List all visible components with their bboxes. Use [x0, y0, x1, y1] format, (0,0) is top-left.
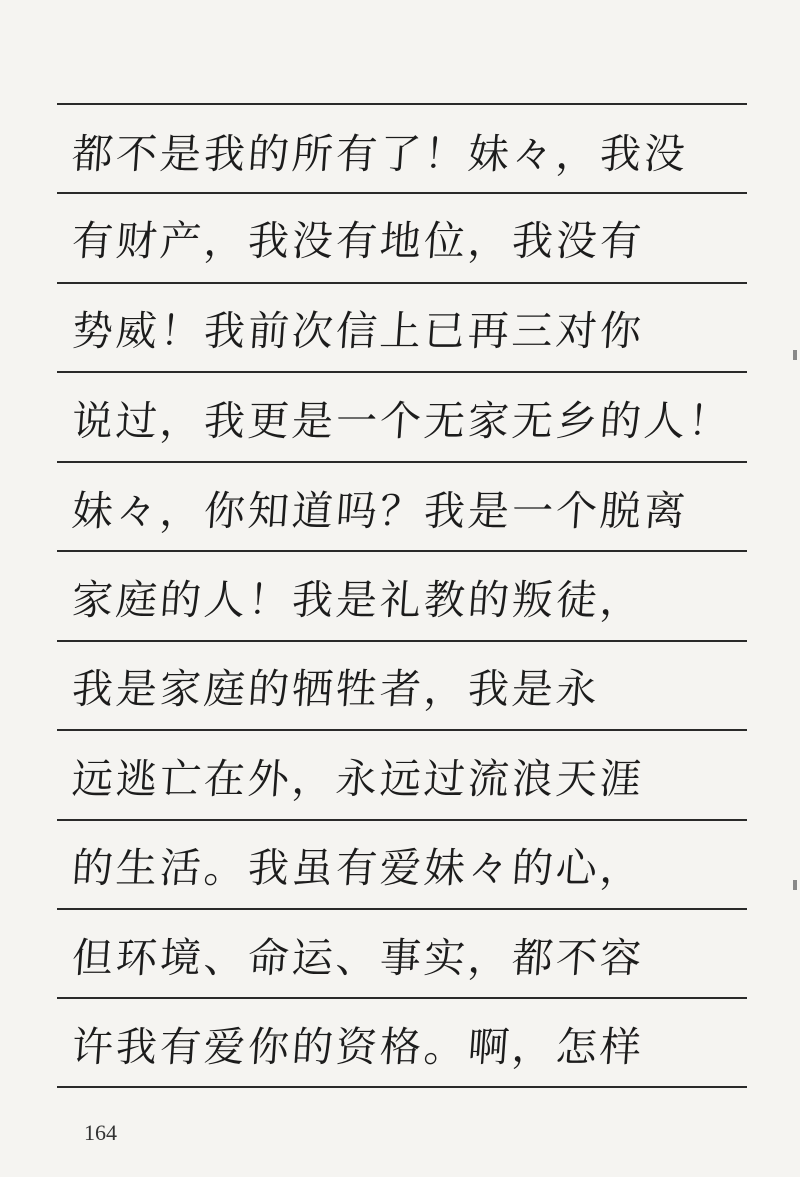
text-line-1: 都不是我的所有了！妹々，我没 [70, 130, 690, 178]
ruled-line [57, 729, 747, 731]
ruled-line [57, 371, 747, 373]
ruled-line [57, 103, 747, 105]
text-line-8: 远逃亡在外，永远过流浪天涯 [70, 755, 646, 803]
text-line-9: 的生活。我虽有爱妹々的心， [70, 844, 646, 892]
text-line-5: 妹々，你知道吗？我是一个脱离 [70, 487, 690, 535]
text-line-3: 势威！我前次信上已再三对你 [70, 307, 646, 355]
edge-mark [793, 880, 797, 890]
text-line-7: 我是家庭的牺牲者，我是永 [70, 665, 602, 713]
text-line-10: 但环境、命运、事实，都不容 [70, 934, 646, 982]
ruled-line [57, 640, 747, 642]
text-line-2: 有财产，我没有地位，我没有 [70, 217, 646, 265]
ruled-line [57, 550, 747, 552]
ruled-line [57, 192, 747, 194]
text-line-4: 说过，我更是一个无家无乡的人！ [70, 397, 734, 445]
ruled-line [57, 819, 747, 821]
ruled-line [57, 997, 747, 999]
page-number: 164 [84, 1120, 117, 1145]
text-line-11: 许我有爱你的资格。啊，怎样 [70, 1023, 646, 1071]
ruled-line [57, 461, 747, 463]
edge-mark [793, 350, 797, 360]
ruled-line [57, 908, 747, 910]
ruled-line [57, 1086, 747, 1088]
text-line-6: 家庭的人！我是礼教的叛徒， [70, 576, 646, 624]
ruled-line [57, 282, 747, 284]
